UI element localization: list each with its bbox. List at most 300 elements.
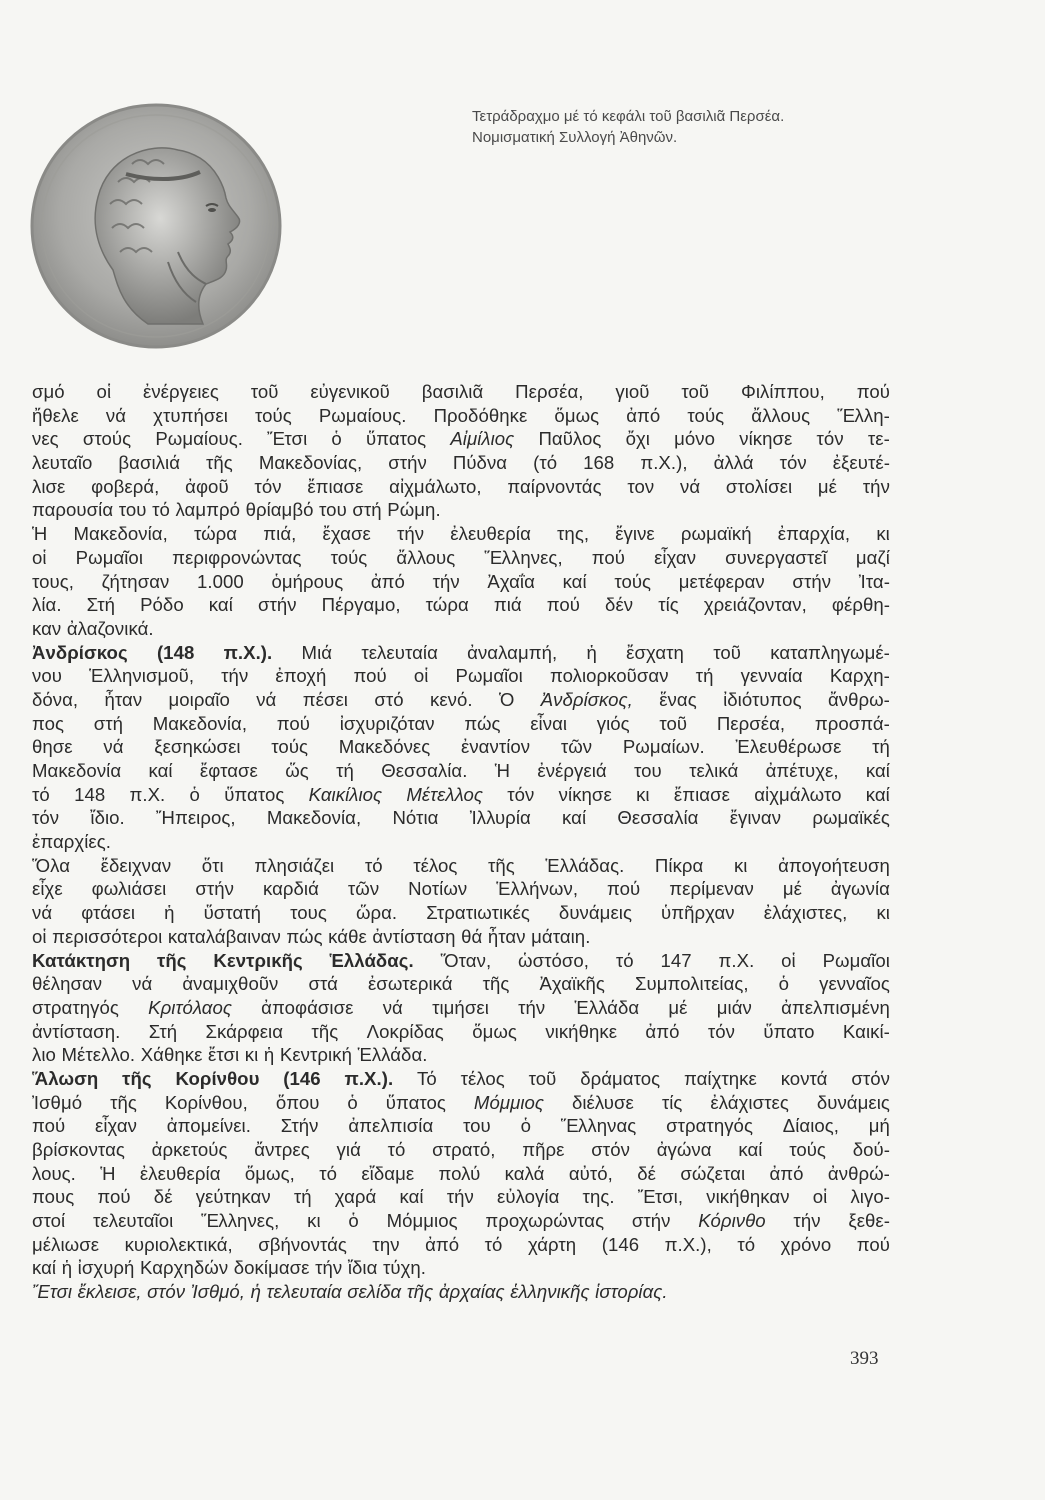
- word: δοκίμασε: [233, 1257, 310, 1279]
- word: τό: [32, 783, 50, 805]
- word: πού: [353, 665, 387, 687]
- word: της.: [582, 1186, 615, 1208]
- text-line: [32, 877, 890, 901]
- text-line: [32, 925, 890, 949]
- word: ἐποχή: [275, 665, 327, 687]
- word: ἰσχυριζόταν: [339, 712, 435, 734]
- word: ὅμως: [472, 1020, 517, 1042]
- text-line: [32, 996, 890, 1020]
- word: καί: [865, 760, 890, 781]
- word: ὥς: [285, 760, 309, 781]
- word: τούς: [789, 1139, 826, 1160]
- word: τό: [364, 854, 383, 876]
- word: ἔχασε: [322, 523, 371, 545]
- word: στρατηγός: [32, 996, 119, 1018]
- word: Μόμμιος: [386, 1210, 458, 1232]
- word: Νότια: [392, 807, 439, 829]
- word: Ρωμαῖοι: [822, 949, 890, 971]
- word: Ρωμαίους.: [318, 404, 407, 426]
- word: τῆς: [488, 854, 515, 876]
- word: τό: [319, 1162, 337, 1184]
- word: Ἑλλάδας.: [545, 854, 625, 876]
- word: χαρά: [334, 1186, 377, 1208]
- word: Ἀχαϊκῆς: [539, 973, 605, 995]
- word: ἀπό: [425, 1233, 460, 1255]
- word: ἀντίσταση: [372, 925, 456, 947]
- word: Ἰσθμό,: [190, 1281, 245, 1303]
- word: καλά: [504, 1162, 545, 1184]
- word: τό: [152, 499, 170, 521]
- word: ἀπό: [769, 1162, 804, 1184]
- word: ἐπαρχία,: [777, 523, 851, 545]
- word: πού: [276, 712, 310, 734]
- word: ἔπιασε: [673, 783, 730, 805]
- text-line: [32, 1233, 890, 1257]
- word: πους: [32, 1186, 75, 1208]
- word: κι: [876, 902, 890, 924]
- word: καί: [738, 1139, 763, 1160]
- word: τήν: [432, 570, 460, 592]
- word: στό: [374, 688, 404, 710]
- word: στρατηγός: [666, 1115, 753, 1137]
- word: τε-: [867, 428, 890, 450]
- text-line: [32, 1020, 890, 1044]
- word: Ἰτα-: [858, 570, 890, 592]
- text-line: [32, 498, 890, 522]
- word: τον: [627, 475, 655, 497]
- word: Στήν: [280, 1115, 319, 1137]
- word: ὕπατος: [385, 1091, 446, 1113]
- word: Κεντρική: [279, 1044, 352, 1066]
- word: πλησιάζει: [254, 854, 335, 876]
- word: πῆρε: [522, 1139, 565, 1160]
- word: Καρχηδών: [140, 1257, 229, 1279]
- word: π.Χ.: [129, 783, 166, 805]
- word: Μέτελλο.: [61, 1044, 136, 1066]
- word: οἱ: [96, 381, 112, 402]
- word: πιά: [493, 594, 522, 616]
- word: Ἔτσι: [32, 1281, 73, 1303]
- text-line: [32, 854, 890, 878]
- word: νά: [132, 973, 153, 995]
- word: ἀλαζονικά.: [66, 617, 154, 639]
- word: Χάθηκε: [140, 1044, 203, 1066]
- word: Ἑλλάδα: [574, 996, 640, 1018]
- word: 148: [74, 783, 106, 805]
- word: συνεργαστεῖ: [725, 546, 827, 568]
- word: πού: [546, 594, 580, 616]
- word: ἀναμιχθοῦν: [182, 973, 279, 995]
- word: προσπά-: [814, 712, 890, 734]
- word: τήν: [862, 475, 890, 497]
- word: ἀνθρώ-: [827, 1162, 890, 1184]
- word: ρωμαϊκή: [680, 523, 752, 545]
- word: ἱστορίας.: [595, 1281, 668, 1303]
- word: τήν: [518, 996, 546, 1018]
- word: νικήθηκε: [545, 1020, 618, 1042]
- word: Ἕλληνες,: [201, 1210, 280, 1232]
- word: Παῦλος: [538, 428, 602, 450]
- word: τόν: [254, 475, 282, 497]
- word: ἐναντίον: [460, 736, 531, 758]
- word: τοῦ: [681, 381, 710, 402]
- word: τό: [484, 1233, 503, 1255]
- word: Ἕλλη-: [837, 404, 890, 426]
- word: τῶν: [560, 736, 593, 758]
- word: τῆς: [110, 1091, 137, 1113]
- word: κυριολεκτικά,: [124, 1233, 233, 1255]
- word: γεύτηκαν: [195, 1186, 271, 1208]
- word: εἶναι: [530, 712, 568, 734]
- word: Ἡ: [100, 1162, 116, 1184]
- word: Ἀνδρίσκος,: [540, 688, 633, 710]
- word: ὕπατος: [366, 428, 427, 450]
- word: ζήτησαν: [101, 570, 170, 592]
- word: πιά,: [263, 523, 297, 545]
- text-line: [32, 1256, 890, 1280]
- word: κοντά: [780, 1067, 828, 1089]
- word: νικήθηκαν: [706, 1186, 790, 1208]
- word: πολύ: [438, 1162, 481, 1184]
- text-line: [32, 427, 890, 451]
- word: στοί: [32, 1210, 66, 1232]
- word: ἀπελπισία: [348, 1115, 434, 1137]
- word: πού: [97, 1186, 131, 1208]
- word: τῆς: [406, 1281, 434, 1303]
- tetradrachm-coin-image: [28, 102, 284, 350]
- text-line: [32, 1114, 890, 1138]
- word: περιφρονώντας: [172, 546, 302, 568]
- word: καί: [562, 570, 587, 592]
- word: τοῦ: [528, 1067, 557, 1089]
- word: στήν: [631, 1210, 671, 1232]
- word: σβήνοντάς: [258, 1233, 347, 1255]
- word: τελικά: [689, 760, 739, 781]
- word: Στή: [148, 1020, 178, 1042]
- word: τελευταῖοι: [92, 1210, 174, 1232]
- word: ἄνθρω-: [827, 688, 890, 710]
- word: κάθε: [328, 925, 367, 947]
- word: ἡ: [263, 1044, 275, 1066]
- word: εἴδαμε: [361, 1162, 415, 1184]
- word: τους: [290, 902, 327, 924]
- word: Κριτόλαος: [148, 996, 232, 1018]
- word: Ἔτσι: [267, 428, 308, 450]
- word: Μακεδονία,: [152, 712, 248, 734]
- text-line: [32, 380, 890, 404]
- word: ἡ: [61, 1257, 73, 1279]
- word: σώζεται: [680, 1162, 746, 1184]
- word: οἱ: [32, 925, 47, 947]
- word: ἀγωνία: [830, 878, 890, 900]
- word: οἱ: [812, 1186, 828, 1208]
- word: ἔπιασε: [307, 475, 364, 497]
- word: στήν: [195, 878, 234, 900]
- word: Κατάκτηση: [32, 949, 131, 971]
- word: Ρώμη.: [387, 499, 441, 521]
- text-line: [32, 522, 890, 546]
- word: νά: [103, 736, 124, 758]
- word: τώρα: [425, 594, 469, 616]
- text-line: [32, 901, 890, 925]
- word: Προδόθηκε: [433, 404, 528, 426]
- word: Ἕλληνες,: [484, 546, 563, 568]
- word: Ἑλλάδας.: [329, 949, 414, 971]
- word: λευταῖο: [32, 452, 93, 474]
- word: Λοκρίδας: [366, 1020, 444, 1042]
- word: τέλος: [460, 1067, 505, 1089]
- word: τελευταία: [266, 1281, 342, 1303]
- word: νά: [32, 902, 53, 924]
- word: λαμπρό: [175, 499, 240, 521]
- word: πού: [607, 878, 641, 900]
- word: δέ: [153, 1186, 173, 1208]
- word: Καρχη-: [829, 665, 890, 687]
- word: εἶχαν: [95, 1115, 137, 1137]
- word: Στή: [86, 594, 116, 616]
- word: ἡ: [164, 902, 175, 924]
- word: Ὅταν,: [440, 949, 492, 971]
- word: ὁ: [520, 1115, 531, 1137]
- word: (146: [601, 1233, 640, 1255]
- word: στήν: [388, 452, 427, 474]
- word: καί: [32, 1257, 57, 1279]
- text-line: [32, 1162, 890, 1186]
- word: χτυπήσει: [153, 404, 228, 426]
- word: νά: [382, 996, 403, 1018]
- word: καί: [208, 594, 233, 616]
- word: πολιορκοῦσαν: [549, 665, 669, 687]
- text-line: [32, 617, 890, 641]
- word: μή: [868, 1115, 890, 1137]
- word: παίρνοντάς: [507, 475, 602, 497]
- word: ἄλλους: [396, 546, 456, 568]
- word: ἔγινε: [615, 523, 655, 545]
- word: βασιλιᾶ: [421, 381, 484, 402]
- word: μόνο: [674, 428, 716, 450]
- word: ἀγώνα: [656, 1139, 712, 1160]
- word: τῆς: [157, 949, 187, 971]
- word: γιά: [336, 1139, 361, 1160]
- word: Ρωμαῖοι: [455, 665, 523, 687]
- word: ἀλλά: [713, 452, 754, 474]
- word: ἔδειχναν: [100, 854, 172, 876]
- word: Κεντρικῆς: [213, 949, 303, 971]
- word: μαζί: [855, 546, 890, 568]
- word: πώς: [286, 925, 323, 947]
- word: τίς: [661, 1091, 683, 1113]
- text-line: [32, 664, 890, 688]
- word: τιμήσει: [432, 996, 489, 1018]
- word: παρουσία: [32, 499, 114, 521]
- word: τήν: [396, 523, 425, 545]
- word: Ρωμαῖοι: [75, 546, 144, 568]
- word: γιός: [596, 712, 630, 734]
- word: Ἤπειρος,: [156, 807, 236, 829]
- word: τώρα: [193, 523, 238, 545]
- word: νου: [32, 665, 62, 687]
- word: Μιά: [301, 641, 333, 663]
- word: του: [118, 499, 147, 521]
- word: Ἀχαΐα: [487, 570, 535, 592]
- word: στόν: [851, 1067, 890, 1089]
- text-line: [32, 712, 890, 736]
- word: λιο: [32, 1044, 56, 1066]
- word: θά: [461, 925, 483, 947]
- word: ὁ: [778, 973, 790, 995]
- word: (τό: [533, 452, 558, 474]
- word: πώς: [464, 712, 501, 734]
- word: στήν: [792, 570, 832, 592]
- text-line: [32, 830, 890, 854]
- word: ἔφτασε: [199, 760, 258, 781]
- word: π.Χ.).: [344, 1067, 394, 1089]
- word: ἦταν: [487, 925, 526, 947]
- word: Καικί-: [842, 1020, 890, 1042]
- word: τό: [737, 1233, 756, 1255]
- word: λιγο-: [850, 1186, 890, 1208]
- word: τῆς: [122, 1067, 152, 1089]
- word: τόν: [707, 1020, 736, 1042]
- word: διέλυσε: [571, 1091, 634, 1113]
- word: ἔγιναν: [729, 807, 782, 829]
- word: εἶχαν: [654, 546, 697, 568]
- word: ἐσωτερικά: [367, 973, 453, 995]
- word: ἀπό: [645, 1020, 680, 1042]
- word: νίκησε: [558, 783, 612, 805]
- word: νες: [32, 428, 59, 450]
- word: στολίσει: [725, 475, 793, 497]
- word: τοῦ: [250, 381, 279, 402]
- word: Μακεδονία,: [266, 807, 362, 829]
- word: ἀναλαμπή,: [467, 641, 558, 663]
- text-line: [32, 404, 890, 428]
- word: τούς: [330, 546, 368, 568]
- word: τή: [872, 736, 890, 758]
- word: τήν: [446, 1186, 474, 1208]
- word: στή: [352, 499, 382, 521]
- word: καν: [32, 617, 62, 639]
- word: στόν: [591, 1139, 630, 1160]
- word: Ἡ: [32, 523, 48, 545]
- text-line: [32, 949, 890, 973]
- word: κι: [876, 523, 890, 545]
- word: σμό: [32, 381, 65, 402]
- word: ὕπατος: [224, 783, 285, 805]
- word: νά: [105, 404, 127, 426]
- word: τελευταία: [361, 641, 438, 663]
- word: π.Χ.).: [223, 641, 273, 663]
- word: ἐλάχιστες,: [763, 902, 848, 924]
- word: μοιραῖο: [168, 688, 230, 710]
- text-line: [32, 641, 890, 665]
- word: π.Χ.),: [640, 452, 688, 474]
- text-line: [32, 1209, 890, 1233]
- word: στήν: [257, 594, 297, 616]
- word: καί: [148, 760, 173, 781]
- word: φοβερά,: [91, 475, 160, 497]
- word: περισσότεροι: [52, 925, 163, 947]
- word: αἰχμάλωτο: [754, 783, 842, 805]
- word: Κορίνθου: [175, 1067, 260, 1089]
- word: του: [634, 760, 662, 781]
- word: Ἰλλυρία: [469, 807, 531, 829]
- word: ἀπελπισμένη: [781, 996, 890, 1018]
- word: Μέτελλος: [406, 783, 483, 805]
- word: Ἅλωση: [32, 1067, 99, 1089]
- word: ἀντίσταση.: [32, 1020, 121, 1042]
- caption-line-2: Νομισματική Συλλογή Ἀθηνῶν.: [472, 129, 678, 146]
- word: τούς: [687, 404, 725, 426]
- word: Συμπολιτείας,: [634, 973, 749, 995]
- word: Πίκρα: [654, 854, 704, 876]
- word: μέ: [668, 996, 688, 1018]
- word: μέλιωσε: [32, 1233, 100, 1255]
- text-line: [32, 1043, 890, 1067]
- word: ὅμως: [554, 404, 600, 426]
- word: δέ: [637, 1162, 656, 1184]
- word: δέν: [605, 594, 634, 616]
- word: τῶν: [347, 878, 380, 900]
- word: καταπληγωμέ-: [770, 641, 890, 663]
- text-line: [32, 1138, 890, 1162]
- word: ἔτσι: [208, 1044, 240, 1066]
- word: Ρόδο: [140, 594, 184, 616]
- word: 1.000: [197, 570, 244, 592]
- figure-caption: [472, 106, 912, 148]
- word: του: [319, 499, 347, 521]
- text-line: [32, 1067, 890, 1091]
- word: θρίαμβό: [245, 499, 314, 521]
- word: ἔσχατη: [626, 641, 684, 663]
- word: Μακεδόνες: [338, 736, 431, 758]
- word: ἦταν: [104, 688, 143, 710]
- text-line: [32, 546, 890, 570]
- text-line: [32, 1185, 890, 1209]
- word: την: [372, 1233, 400, 1255]
- word: Φιλίππου,: [740, 381, 825, 402]
- word: χρόνο: [780, 1233, 832, 1255]
- word: οἱ: [32, 546, 47, 568]
- word: γενναία: [740, 665, 803, 687]
- page-number: 393: [850, 1348, 879, 1369]
- word: μιάν: [716, 996, 752, 1018]
- text-line: [32, 475, 890, 499]
- word: Ἀνδρίσκος: [32, 641, 128, 663]
- word: Ἑλληνισμοῦ,: [89, 665, 195, 687]
- word: ὡστόσο,: [518, 949, 590, 971]
- word: Σκάρφεια: [205, 1020, 284, 1042]
- word: νίκησε: [739, 428, 793, 450]
- word: Ὁ: [498, 688, 515, 710]
- word: Μακεδονία: [32, 760, 122, 781]
- word: χάρτη: [527, 1233, 577, 1255]
- word: ἀπογοήτευση: [778, 854, 890, 876]
- word: Τό: [417, 1067, 437, 1089]
- word: κι: [307, 1210, 321, 1232]
- word: Περσέα,: [515, 381, 584, 402]
- word: τίς: [658, 594, 679, 616]
- word: τῆς: [206, 452, 233, 474]
- word: στούς: [82, 428, 132, 450]
- word: (148: [156, 641, 195, 663]
- word: Κορίνθου,: [164, 1091, 248, 1113]
- word: νά: [256, 688, 277, 710]
- word: κενό.: [429, 688, 473, 710]
- word: θέλησαν: [32, 973, 103, 995]
- word: Μόμμιος: [473, 1091, 544, 1113]
- word: τοῦ: [713, 641, 741, 663]
